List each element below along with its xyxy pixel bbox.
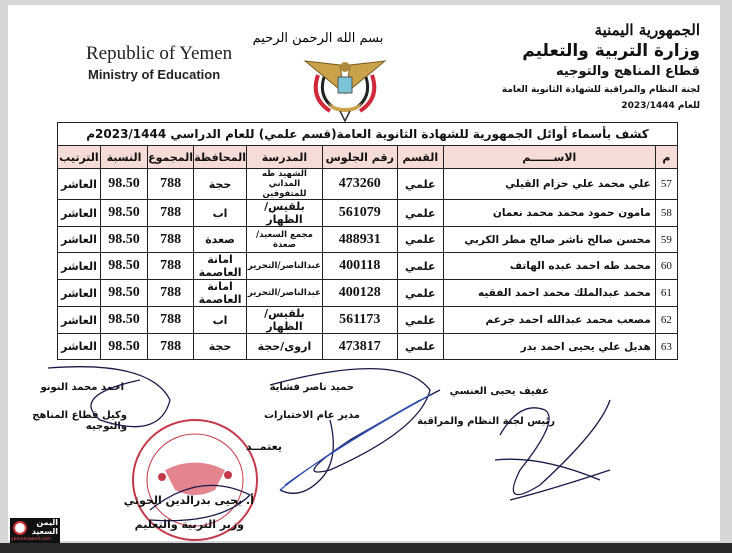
student-name: علي محمد علي حزام القيلي <box>443 169 655 200</box>
table-title: كشف بأسماء أوائل الجمهورية للشهادة الثانوية العامة(قسم علمي) للعام الدراسي 2023/1444م <box>58 123 678 146</box>
seat-number: 400118 <box>322 253 397 280</box>
total-score: 788 <box>148 169 194 200</box>
percentage: 98.50 <box>100 307 147 334</box>
student-name: محمد طه احمد عبده الهاتف <box>443 253 655 280</box>
arabic-header-ministry: وزارة التربية والتعليم <box>522 41 700 61</box>
column-header: المجموع <box>148 146 194 169</box>
watermark-site: yemensaeed.com <box>11 537 51 542</box>
seat-number: 473260 <box>322 169 397 200</box>
row-index: 58 <box>655 200 677 227</box>
minister-title: وزير التربية والتعليم <box>134 518 244 531</box>
student-name: محسن صالح ناشر صالح مطر الكربي <box>443 227 655 253</box>
section: علمي <box>397 169 443 200</box>
governorate: حجة <box>194 169 247 200</box>
rank: العاشر <box>58 227 101 253</box>
row-index: 59 <box>655 227 677 253</box>
column-header: الترتيب <box>58 146 101 169</box>
row-index: 63 <box>655 334 677 360</box>
section: علمي <box>397 307 443 334</box>
percentage: 98.50 <box>100 227 147 253</box>
rank: العاشر <box>58 334 101 360</box>
column-header: المحافظة <box>194 146 247 169</box>
handwritten-signatures-icon <box>0 360 732 545</box>
school: مجمع السعيد/صعدة <box>247 227 323 253</box>
table-row <box>58 227 678 253</box>
total-score: 788 <box>148 280 194 307</box>
rank: العاشر <box>58 307 101 334</box>
table-row <box>58 253 678 280</box>
signatory-1-title: رئيس لجنة النظام والمراقبة <box>417 416 555 427</box>
percentage: 98.50 <box>100 253 147 280</box>
student-name: محمد عبدالملك محمد احمد الفقيه <box>443 280 655 307</box>
column-header: النسبة <box>100 146 147 169</box>
column-header: الاســــــم <box>443 146 655 169</box>
rank: العاشر <box>58 200 101 227</box>
rank: العاشر <box>58 169 101 200</box>
watermark-sun-icon <box>13 521 27 535</box>
governorate: اب <box>194 307 247 334</box>
arabic-header-year: للعام 2023/1444 <box>621 101 700 111</box>
row-index: 57 <box>655 169 677 200</box>
governorate: حجة <box>194 334 247 360</box>
section: علمي <box>397 334 443 360</box>
table-row <box>58 307 678 334</box>
governorate: امانة العاصمة <box>194 280 247 307</box>
signatory-3-title: وكيل قطاع المناهج والتوجيه <box>32 410 127 432</box>
arabic-header-committee: لجنة النظام والمراقبة للشهادة الثانوية العامة <box>501 85 700 95</box>
total-score: 788 <box>148 227 194 253</box>
total-score: 788 <box>148 253 194 280</box>
column-header: رقم الجلوس <box>322 146 397 169</box>
total-score: 788 <box>148 334 194 360</box>
arabic-header-country: الجمهورية اليمنية <box>594 21 700 39</box>
table-row <box>58 334 678 360</box>
rank: العاشر <box>58 280 101 307</box>
watermark-logo <box>10 518 60 544</box>
column-header: م <box>655 146 677 169</box>
table-row <box>58 169 678 200</box>
seat-number: 400128 <box>322 280 397 307</box>
seat-number: 561173 <box>322 307 397 334</box>
bottom-bar <box>0 543 732 553</box>
school: الشهيد طه المداني للمتفوقين <box>247 169 323 200</box>
governorate: امانة العاصمة <box>194 253 247 280</box>
percentage: 98.50 <box>100 334 147 360</box>
signatory-1-name: عفيف يحيى العنسي <box>449 386 549 397</box>
total-score: 788 <box>148 200 194 227</box>
approval-label: يعتمــد <box>245 440 282 453</box>
signatory-2-name: حميد ناصر فشاية <box>269 382 354 393</box>
seat-number: 473817 <box>322 334 397 360</box>
basmala: بسم الله الرحمن الرحيم <box>252 31 384 46</box>
signatory-3-name: احمد محمد النونو <box>40 382 124 393</box>
row-index: 61 <box>655 280 677 307</box>
english-header-country: Republic of Yemen <box>86 43 233 64</box>
table-header-row <box>58 146 678 169</box>
table-row <box>58 280 678 307</box>
school: عبدالناصر/التحرير <box>247 253 323 280</box>
student-name: مصعب محمد عبدالله احمد جرعم <box>443 307 655 334</box>
results-table <box>57 122 678 360</box>
seat-number: 561079 <box>322 200 397 227</box>
student-name: هديل علي يحيى احمد بدر <box>443 334 655 360</box>
column-header: المدرسة <box>247 146 323 169</box>
rank: العاشر <box>58 253 101 280</box>
school: اروى/حجة <box>247 334 323 360</box>
student-name: مامون حمود محمد محمد نعمان <box>443 200 655 227</box>
governorate: صعدة <box>194 227 247 253</box>
minister-name: أ. يحيى بدرالدين الحوثي <box>123 494 254 507</box>
column-header: القسم <box>397 146 443 169</box>
section: علمي <box>397 227 443 253</box>
school: عبدالناصر/التحرير <box>247 280 323 307</box>
percentage: 98.50 <box>100 200 147 227</box>
school: بلقيس/الظهار <box>247 307 323 334</box>
watermark-line2: السعيد <box>31 527 58 536</box>
section: علمي <box>397 253 443 280</box>
governorate: اب <box>194 200 247 227</box>
seat-number: 488931 <box>322 227 397 253</box>
total-score: 788 <box>148 307 194 334</box>
arabic-header-sector: قطاع المناهج والتوجيه <box>555 64 700 79</box>
row-index: 60 <box>655 253 677 280</box>
school: بلقيس/الظهار <box>247 200 323 227</box>
table-row <box>58 200 678 227</box>
percentage: 98.50 <box>100 169 147 200</box>
section: علمي <box>397 200 443 227</box>
percentage: 98.50 <box>100 280 147 307</box>
row-index: 62 <box>655 307 677 334</box>
watermark-line1: اليمن <box>36 518 58 527</box>
section: علمي <box>397 280 443 307</box>
signatory-2-title: مدير عام الاختبارات <box>263 410 360 421</box>
english-header-ministry: Ministry of Education <box>88 67 221 82</box>
